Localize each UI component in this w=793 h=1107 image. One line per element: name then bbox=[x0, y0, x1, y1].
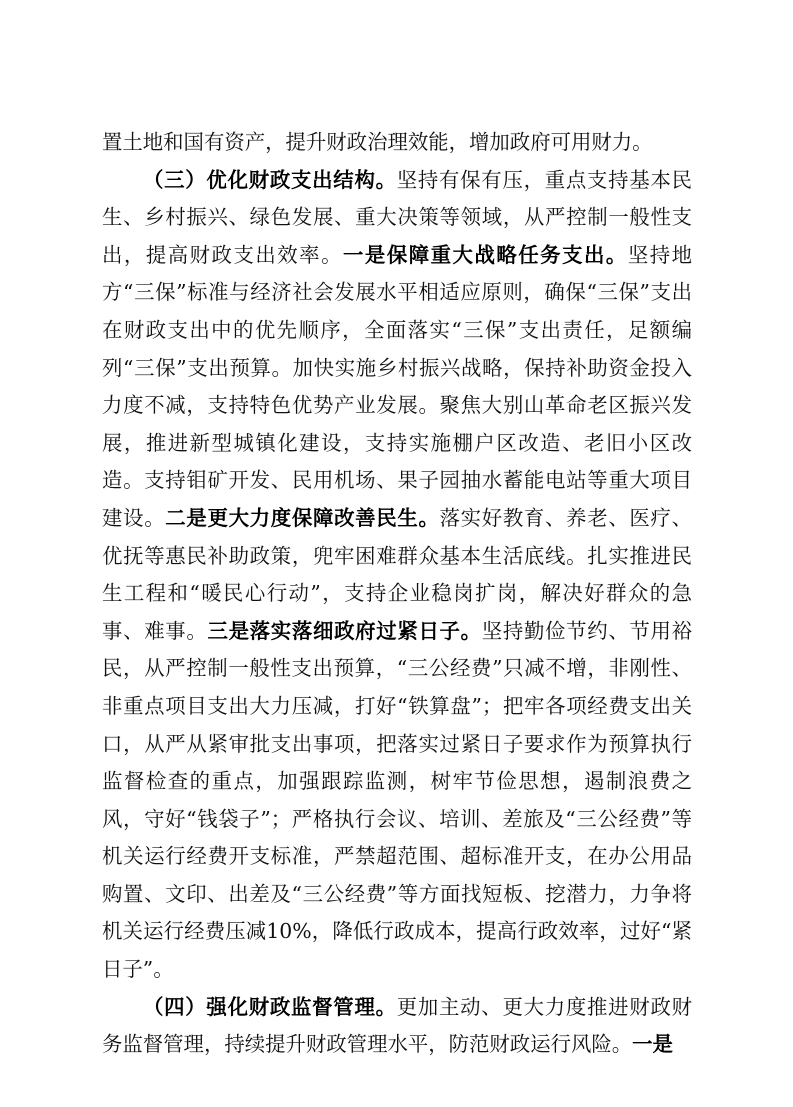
document-body bbox=[102, 124, 692, 1064]
body-text: 置土地和国有资产，提升财政治理效能，增加政府可用财力。 bbox=[102, 130, 653, 154]
point-heading: 一是 bbox=[632, 1032, 673, 1057]
body-text: 落实好教育、养老、医疗、优抚等惠民补助政策，兜牢困难群众基本生活底线。扎实推进民生工程和“暖民心行动”，支持企业稳岗扩岗，解决好群众的急事、难事。 bbox=[102, 505, 693, 643]
section-heading: （三）优化财政支出结构。 bbox=[143, 167, 397, 192]
body-text: 更加主动、更大力度推进财政财务监督管理，持续提升财政管理水平，防范财政运行风险。 bbox=[102, 994, 693, 1057]
point-heading: 二是更大力度保障改善民生。 bbox=[165, 505, 440, 530]
body-text: 坚持地方“三保”标准与经济社会发展水平相适应原则，确保“三保”支出在财政支出中的优先顺序，全面落实“三保”支出责任，足额编列“三保”支出预算。加快实施乡村振兴战略，保持补助资金投入力度不减，支持特色优势产业发展。聚焦大别山革命老区振兴发展，推进新型城镇化建设，支持实施棚户区改造、老旧小区改造。支持钼矿开发、民用机场、果子园抽水蓄能电站等重大项目建设。 bbox=[102, 242, 693, 530]
point-heading: 一是保障重大战略任务支出。 bbox=[343, 242, 628, 267]
paragraph-section-four bbox=[102, 989, 692, 1064]
body-text: 坚持勤俭节约、节用裕民，从严控制一般性支出预算，“三公经费”只减不增，非刚性、非重点项目支出大力压减，打好“铁算盘”；把牢各项经费支出关口，从严从紧审批支出事项，把落实过紧日子要求作为预算执行监督检查的重点，加强跟踪监测，树牢节俭思想，遏制浪费之风，守好“钱袋子”；严格执行会议、培训、差旅及“三公经费”等机关运行经费开支标准，严禁超范围、超标准开支，在办公用品购置、文印、出差及“三公经费”等方面找短板、挖潜力，力争将机关运行经费压减10%，降低行政成本，提高行政效率，过好“紧日子”。 bbox=[102, 618, 693, 982]
point-heading: 三是落实落细政府过紧日子。 bbox=[207, 618, 482, 643]
paragraph-continuation bbox=[102, 124, 692, 162]
paragraph-section-three bbox=[102, 162, 692, 989]
section-heading: （四）强化财政监督管理。 bbox=[143, 994, 397, 1019]
body-text: 坚持有保有压，重点支持基本民生、乡村振兴、绿色发展、重大决策等领域，从严控制一般性支出，提高财政支出效率。 bbox=[102, 167, 693, 267]
